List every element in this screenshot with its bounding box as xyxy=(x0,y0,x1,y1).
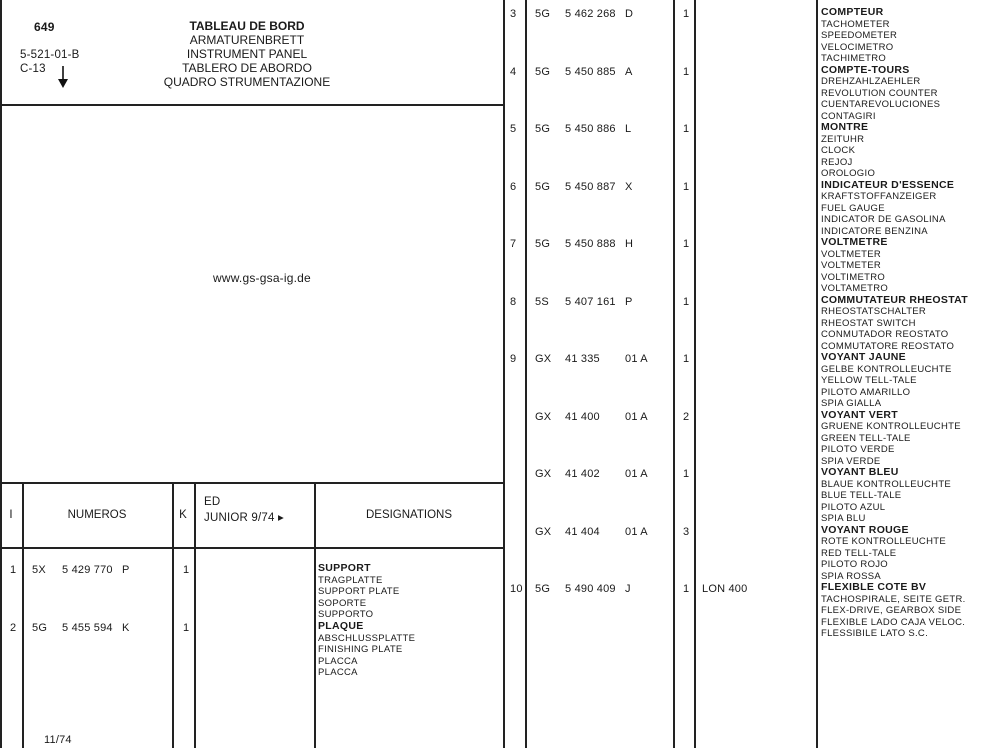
ref-sub: C-13 xyxy=(20,63,46,75)
col-head-index: I xyxy=(9,509,13,521)
designation-translation: SUPPORTO xyxy=(318,609,374,620)
designation-translation: PILOTO ROJO xyxy=(821,559,888,570)
part-qty: 1 xyxy=(683,123,690,135)
designation-translation: KRAFTSTOFFANZEIGER xyxy=(821,191,937,202)
designation-title: MONTRE xyxy=(821,121,869,133)
part-qty: 1 xyxy=(683,65,690,78)
part-designation xyxy=(821,467,951,525)
col-sep-index-right xyxy=(525,0,527,748)
designation-translation: FLESSIBILE LATO S.C. xyxy=(821,628,929,639)
part-designation xyxy=(821,582,966,640)
part-prefix: GX xyxy=(535,525,552,538)
part-qty: 2 xyxy=(683,410,690,423)
designation-title: COMPTEUR xyxy=(821,6,884,18)
page-title-block xyxy=(146,19,348,89)
part-number: 5 455 594 xyxy=(62,622,113,634)
designation-translation: DREHZAHLZAEHLER xyxy=(821,76,921,87)
designation-title: COMPTE-TOURS xyxy=(821,63,910,76)
part-prefix: 5S xyxy=(535,295,549,308)
designation-translation: COMMUTATORE REOSTATO xyxy=(821,340,955,352)
designation-translation: BLUE TELL-TALE xyxy=(821,490,902,501)
title-es: TABLERO DE ABORDO xyxy=(182,61,312,75)
designation-translation: ROTE KONTROLLEUCHTE xyxy=(821,536,946,547)
designation-translation: SPIA BLU xyxy=(821,513,866,524)
part-qty: 1 xyxy=(183,622,190,634)
designation-title: INDICATEUR D'ESSENCE xyxy=(821,178,955,191)
designation-translation: TACHIMETRO xyxy=(821,53,887,64)
col-sep-k-right xyxy=(673,0,675,748)
part-suffix: 01 A xyxy=(625,410,648,423)
part-suffix: K xyxy=(122,622,130,634)
designation-translation: TACHOSPIRALE, SEITE GETR. xyxy=(821,593,966,605)
title-de: ARMATURENBRETT xyxy=(189,33,305,47)
title-en: INSTRUMENT PANEL xyxy=(186,47,308,61)
part-designation xyxy=(821,65,940,123)
part-qty: 1 xyxy=(683,180,690,193)
part-number: 5 450 886 xyxy=(565,123,616,135)
row-index: 6 xyxy=(510,180,517,193)
part-suffix: A xyxy=(625,65,633,78)
footer-date: 11/74 xyxy=(44,734,72,746)
designation-title: VOYANT VERT xyxy=(821,408,899,421)
part-prefix: 5X xyxy=(32,564,46,576)
designation-translation: GELBE KONTROLLEUCHTE xyxy=(821,363,952,375)
designation-translation: PLACCA xyxy=(318,655,358,667)
table-head-top-rule xyxy=(0,482,504,484)
designation-title: VOYANT BLEU xyxy=(821,466,899,478)
designation-translation: PILOTO AMARILLO xyxy=(821,386,911,398)
designation-translation: CUENTAREVOLUCIONES xyxy=(821,99,941,110)
part-suffix: J xyxy=(625,583,631,595)
part-designation xyxy=(821,352,952,410)
row-index: 3 xyxy=(510,8,517,20)
designation-title: SUPPORT xyxy=(318,562,371,574)
designation-title: PLAQUE xyxy=(318,620,364,632)
designation-translation: RHEOSTATSCHALTER xyxy=(821,306,927,317)
part-qty: 1 xyxy=(683,583,690,595)
part-designation xyxy=(821,525,946,583)
part-number: 5 429 770 xyxy=(62,564,113,576)
row-index: 4 xyxy=(510,65,517,78)
row-index: 9 xyxy=(510,353,517,365)
part-designation xyxy=(821,122,875,180)
part-prefix: 5G xyxy=(535,65,551,78)
col-sep-k xyxy=(172,482,174,748)
part-ed: LON 400 xyxy=(702,583,748,595)
page-center-rule xyxy=(503,0,505,748)
col-sep-desig-right xyxy=(816,0,818,748)
designation-translation: GRUENE KONTROLLEUCHTE xyxy=(821,421,961,432)
designation-translation: ZEITUHR xyxy=(821,133,865,145)
designation-translation: CLOCK xyxy=(821,145,856,156)
designation-translation: REVOLUTION COUNTER xyxy=(821,87,938,99)
designation-translation: VOLTAMETRO xyxy=(821,283,889,294)
part-qty: 1 xyxy=(683,295,690,308)
col-head-designations: DESIGNATIONS xyxy=(365,509,453,521)
part-suffix: 01 A xyxy=(625,468,648,480)
designation-translation: SUPPORT PLATE xyxy=(318,586,400,597)
designation-translation: FLEX-DRIVE, GEARBOX SIDE xyxy=(821,605,962,616)
designation-title: FLEXIBLE COTE BV xyxy=(821,581,927,593)
designation-translation: SPIA GIALLA xyxy=(821,398,882,409)
designation-translation: VOLTMETER xyxy=(821,260,882,271)
col-sep-ed-right xyxy=(694,0,696,748)
row-index: 1 xyxy=(10,564,17,576)
designation-translation: FLEXIBLE LADO CAJA VELOC. xyxy=(821,616,966,628)
part-designation xyxy=(821,410,961,468)
designation-title: COMMUTATEUR RHEOSTAT xyxy=(821,293,968,306)
designation-translation: SPEEDOMETER xyxy=(821,30,898,41)
part-prefix: 5G xyxy=(535,583,551,595)
page-number: 649 xyxy=(34,20,55,34)
designation-translation: PILOTO AZUL xyxy=(821,501,886,513)
part-suffix: H xyxy=(625,238,634,250)
designation-translation: FUEL GAUGE xyxy=(821,202,885,214)
col-head-k: K xyxy=(179,509,187,521)
part-suffix: 01 A xyxy=(625,525,648,538)
part-prefix: 5G xyxy=(535,8,551,20)
ref-code: 5-521-01-B xyxy=(20,49,80,61)
row-index: 10 xyxy=(510,583,523,595)
designation-translation: INDICATOR DE GASOLINA xyxy=(821,214,946,225)
part-number: 41 404 xyxy=(565,525,600,538)
watermark-url: www.gs-gsa-ig.de xyxy=(213,271,311,285)
col-head-ed: ED xyxy=(204,496,221,508)
part-qty: 1 xyxy=(183,564,190,576)
part-prefix: GX xyxy=(535,410,552,423)
table-head-bottom-rule xyxy=(0,547,504,549)
part-qty: 1 xyxy=(683,353,690,365)
part-number: 41 335 xyxy=(565,353,600,365)
part-prefix: 5G xyxy=(535,180,551,193)
part-prefix: 5G xyxy=(32,622,48,634)
left-border xyxy=(0,0,2,748)
col-head-ed-junior: JUNIOR 9/74 ▸ xyxy=(204,512,284,524)
part-prefix: 5G xyxy=(535,238,551,250)
part-prefix: 5G xyxy=(535,123,551,135)
designation-translation: RHEOSTAT SWITCH xyxy=(821,317,916,329)
part-suffix: P xyxy=(122,564,130,576)
part-prefix: GX xyxy=(535,468,552,480)
designation-title: VOYANT JAUNE xyxy=(821,351,906,363)
part-number: 41 402 xyxy=(565,468,600,480)
part-number: 5 462 268 xyxy=(565,8,616,20)
designation-translation: VELOCIMETRO xyxy=(821,41,894,53)
title-it: QUADRO STRUMENTAZIONE xyxy=(163,75,331,89)
part-number: 5 490 409 xyxy=(565,583,616,595)
part-suffix: D xyxy=(625,8,634,20)
designation-translation: CONMUTADOR REOSTATO xyxy=(821,329,949,340)
part-prefix: GX xyxy=(535,353,552,365)
col-head-numeros: NUMEROS xyxy=(67,509,127,521)
header-bottom-rule xyxy=(0,104,504,106)
title-fr: TABLEAU DE BORD xyxy=(189,19,305,33)
part-suffix: 01 A xyxy=(625,353,648,365)
row-index: 2 xyxy=(10,622,17,634)
part-designation xyxy=(821,7,897,65)
part-qty: 1 xyxy=(683,468,690,480)
part-qty: 1 xyxy=(683,238,690,250)
designation-translation: BLAUE KONTROLLEUCHTE xyxy=(821,478,952,490)
designation-translation: RED TELL-TALE xyxy=(821,547,897,559)
part-suffix: P xyxy=(625,295,633,308)
part-number: 5 450 888 xyxy=(565,238,616,250)
row-index: 5 xyxy=(510,123,517,135)
row-index: 8 xyxy=(510,295,517,308)
designation-translation: FINISHING PLATE xyxy=(318,644,403,655)
part-number: 41 400 xyxy=(565,410,600,423)
designation-translation: SOPORTE xyxy=(318,597,367,609)
part-designation xyxy=(318,621,415,679)
arrow-down-icon xyxy=(58,66,68,88)
row-index: 7 xyxy=(510,238,517,250)
designation-translation: OROLOGIO xyxy=(821,168,876,179)
designation-translation: VOLTMETER xyxy=(821,248,882,260)
designation-translation: SPIA ROSSA xyxy=(821,570,882,582)
designation-translation: GREEN TELL-TALE xyxy=(821,432,911,444)
part-designation xyxy=(821,180,954,238)
designation-translation: SPIA VERDE xyxy=(821,455,881,467)
designation-translation: TRAGPLATTE xyxy=(318,574,383,586)
col-sep-ed xyxy=(194,482,196,748)
part-number: 5 407 161 xyxy=(565,295,616,308)
part-number: 5 450 885 xyxy=(565,65,616,78)
designation-translation: YELLOW TELL-TALE xyxy=(821,375,917,386)
designation-translation: TACHOMETER xyxy=(821,18,890,30)
part-designation xyxy=(318,563,400,621)
designation-translation: ABSCHLUSSPLATTE xyxy=(318,632,416,644)
designation-title: VOLTMETRE xyxy=(821,236,888,248)
designation-translation: INDICATORE BENZINA xyxy=(821,225,928,237)
designation-translation: PILOTO VERDE xyxy=(821,444,895,455)
designation-translation: CONTAGIRI xyxy=(821,110,876,122)
designation-translation: VOLTIMETRO xyxy=(821,271,886,283)
designation-translation: PLACCA xyxy=(318,667,358,678)
part-suffix: X xyxy=(625,180,633,193)
col-sep-desig xyxy=(314,482,316,748)
part-designation xyxy=(821,295,968,353)
part-qty: 3 xyxy=(683,525,690,538)
part-designation xyxy=(821,237,888,295)
part-suffix: L xyxy=(625,123,632,135)
col-sep-index xyxy=(22,482,24,748)
part-qty: 1 xyxy=(683,8,690,20)
part-number: 5 450 887 xyxy=(565,180,616,193)
designation-translation: REJOJ xyxy=(821,156,853,168)
designation-title: VOYANT ROUGE xyxy=(821,523,909,536)
